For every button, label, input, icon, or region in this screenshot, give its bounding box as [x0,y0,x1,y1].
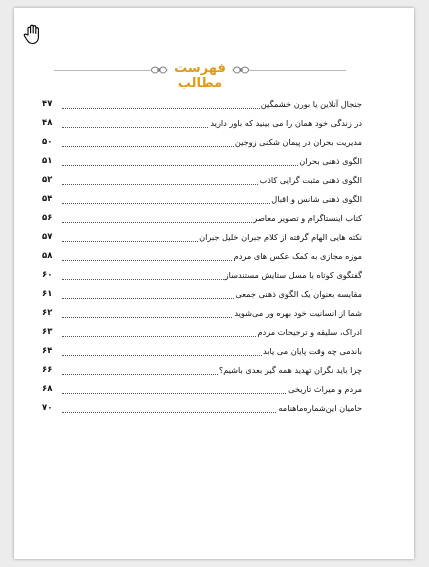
toc-entry[interactable] [36,267,362,286]
toc-page-number: ۷۰ [42,403,53,413]
toc-entry-title: باندمی چه وقت پایان می یابد [262,346,362,356]
toc-entry[interactable] [36,324,362,343]
toc-page-number: ۵۰ [42,137,53,147]
toc-entry[interactable] [36,343,362,362]
toc-entry[interactable] [36,115,362,134]
table-of-contents [36,96,362,419]
toc-page-number: ۵۱ [42,156,53,166]
toc-entry-title: مقایسه بعنوان یک الگوی ذهنی جمعی [235,289,362,299]
toc-header [50,60,350,91]
toc-page-number: ۶۸ [42,384,53,394]
toc-entry[interactable] [36,362,362,381]
toc-page-number: ۶۲ [42,308,53,318]
toc-entry-title: مردم و میراث تاریخی [288,384,362,394]
toc-page-number: ۵۶ [42,213,53,223]
toc-page-number: ۶۱ [42,289,53,299]
toc-entry-title: الگوی ذهنی مثبت گرایی کاذب [259,175,362,185]
toc-entry-title: حامیان این‌شماره‌ماهنامه [278,403,362,413]
toc-entry-title: چرا باید نگران تهدید همه گیر بعدی باشیم؟ [218,365,362,375]
toc-page-number: ۵۴ [42,194,53,204]
toc-entry[interactable] [36,286,362,305]
toc-entry-title: مدیریت بحران در پیمان شکنی زوجین [234,137,362,147]
toc-entry-title: گفتگوی کوتاه با مسل ستایش مستندساز [224,270,362,280]
toc-page-number: ۵۷ [42,232,53,242]
toc-entry-title: الگوی ذهنی بحران [299,156,362,166]
toc-entry-title: نکته هایی الهام گرفته از کلام جبران خلیل جبران [199,232,362,242]
toc-page-number: ۵۸ [42,251,53,261]
toc-page-number: ۶۶ [42,365,53,375]
toc-entry[interactable] [36,248,362,267]
toc-page-number: ۶۳ [42,327,53,337]
toc-page-number: ۴۷ [42,99,53,109]
toc-entry-title: جنجال آنلاین یا بورن خشمگین [260,99,362,109]
page-title: فهرست مطالب [174,61,226,91]
toc-entry[interactable] [36,381,362,400]
hand-cursor-icon [22,22,46,46]
toc-entry-title: کتاب اینستاگرام و تصویر معاصر [253,213,362,223]
header-divider-right [250,70,346,71]
toc-entry-title: ادراک، سلیقه و ترجیحات مردم [257,327,362,337]
toc-page-number: ۶۰ [42,270,53,280]
toc-entry[interactable] [36,400,362,419]
toc-entry[interactable] [36,191,362,210]
toc-page-number: ۶۴ [42,346,53,356]
toc-entry[interactable] [36,153,362,172]
toc-entry-title: موزه مجازی به کمک عکس های مردم [233,251,362,261]
toc-entry[interactable] [36,305,362,324]
toc-entry[interactable] [36,96,362,115]
toc-entry-title: در زندگی خود همان را می بینید که باور دارید [210,118,362,128]
toc-entry[interactable] [36,229,362,248]
ornament-left-icon [150,63,168,77]
toc-entry-title: الگوی ذهنی شانس و اقبال [271,194,362,204]
toc-entry[interactable] [36,172,362,191]
toc-page-number: ۴۸ [42,118,53,128]
toc-entry-title: شما از انسانیت خود بهره ور می‌شوید [234,308,362,318]
toc-page-number: ۵۲ [42,175,53,185]
toc-entry[interactable] [36,210,362,229]
toc-entry[interactable] [36,134,362,153]
ornament-right-icon [232,63,250,77]
header-divider-left [54,70,150,71]
